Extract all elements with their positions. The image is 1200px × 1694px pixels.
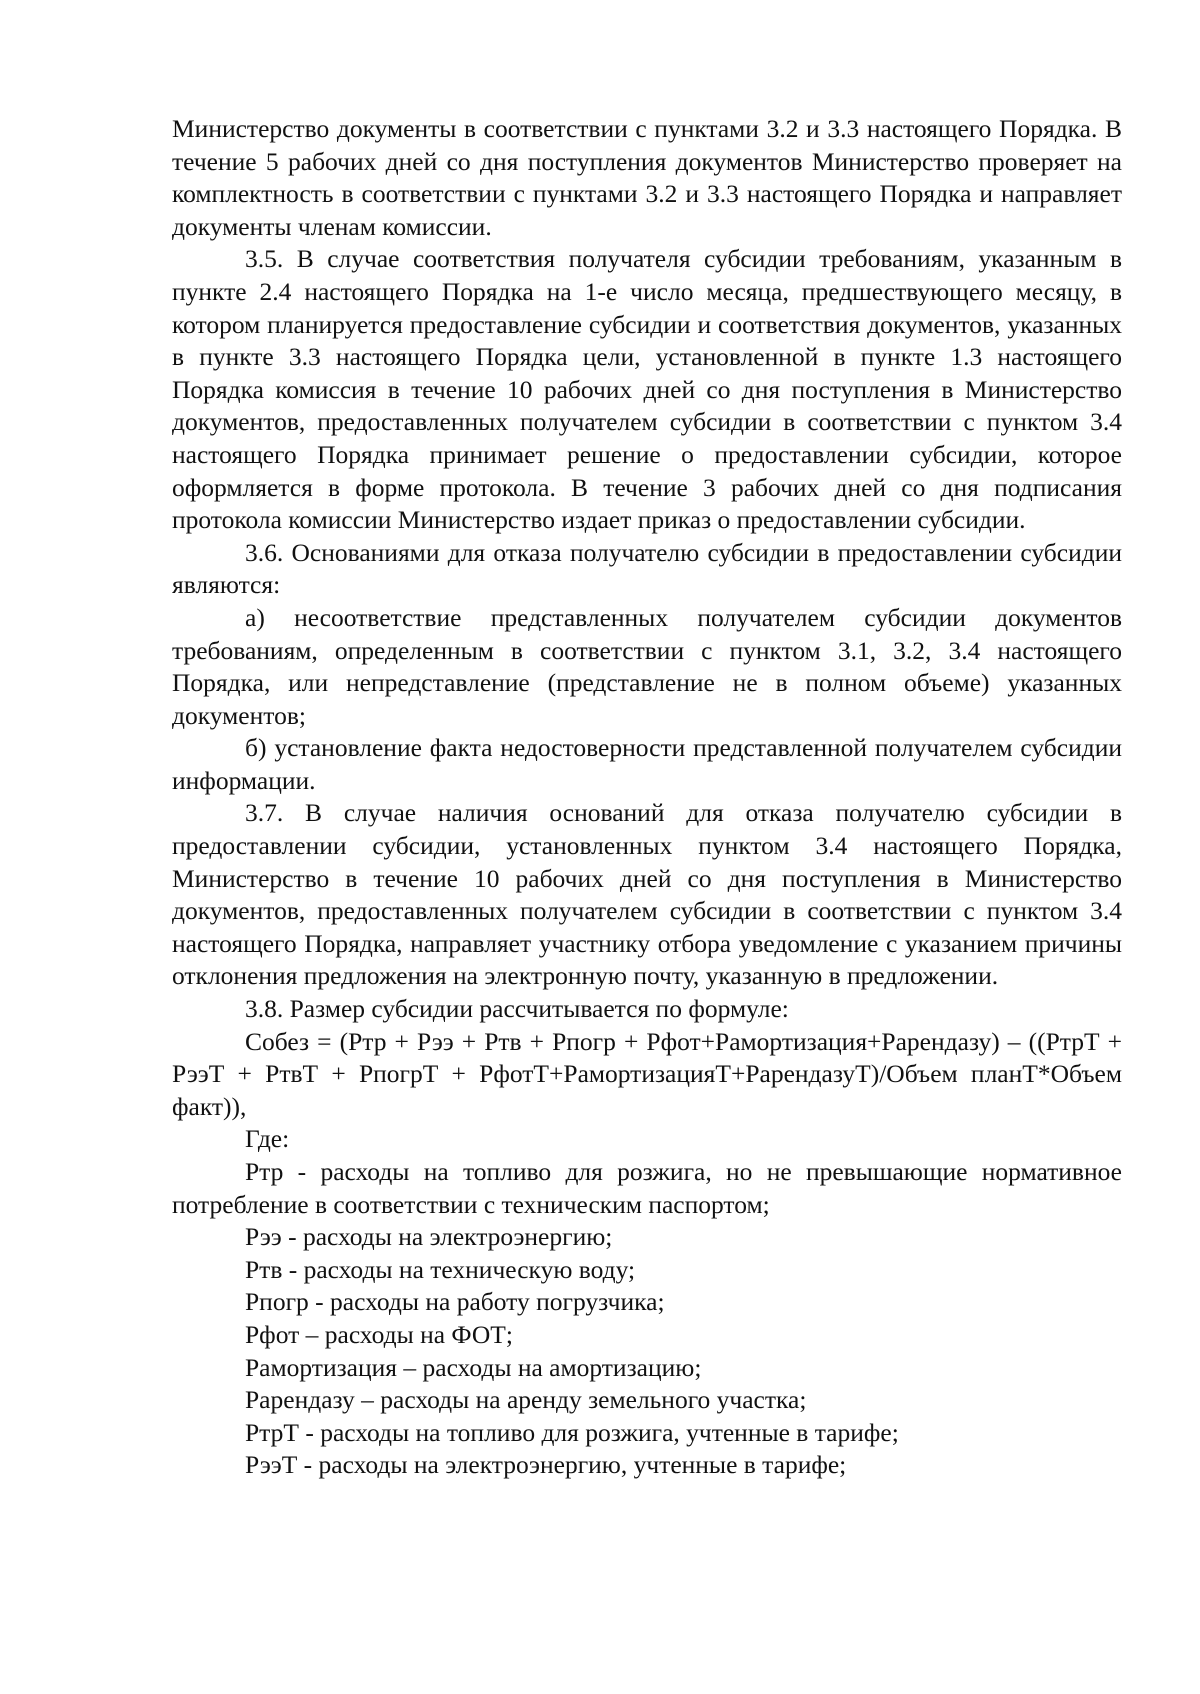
- document-body: [172, 113, 1122, 1482]
- paragraph-continuation: Министерство документы в соответствии с пунктами 3.2 и 3.3 настоящего Порядка. В течение 5 рабочих дней со дня поступления документов Министерство проверяет на комплектность в соответствии с пунктами 3.2 и 3.3 настоящего Порядка и направляет документы членам комиссии.: [172, 114, 1122, 241]
- definition-rtr: Ртр - расходы на топливо для розжига, но не превышающие нормативное потребление в соответствии с техническим паспортом;: [172, 1157, 1122, 1219]
- where-label: Где:: [245, 1124, 290, 1154]
- paragraph-3-6-a: а) несоответствие представленных получателем субсидии документов требованиям, определенным в соответствии с пунктом 3.1, 3.2, 3.4 настоящего Порядка, или непредставление (представление не в полном объеме) указанных документов;: [172, 602, 1122, 730]
- definition-ramortizaciya: Рамортизация – расходы на амортизацию;: [245, 1352, 702, 1382]
- definition-rpogr: Рпогр - расходы на работу погрузчика;: [245, 1287, 665, 1317]
- definition-rarendazu: Рарендазу – расходы на аренду земельного участка;: [245, 1385, 807, 1415]
- definition-reet: РээТ - расходы на электроэнергию, учтенные в тарифе;: [245, 1450, 847, 1480]
- paragraph-3-5: 3.5. В случае соответствия получателя субсидии требованиям, указанным в пункте 2.4 настоящего Порядка на 1-е число месяца, предшествующего месяцу, в котором планируется предоставление субсидии и соответствия документов, указанных в пункте 3.3 настоящего Порядка цели, установленной в пункте 1.3 настоящего Порядка комиссия в течение 10 рабочих дней со дня поступления в Министерство документов, предоставленных получателем субсидии в соответствии с пунктом 3.4 настоящего Порядка принимает решение о предоставлении субсидии, которое оформляется в форме протокола. В течение 3 рабочих дней со дня подписания протокола комиссии Министерство издает приказ о предоставлении субсидии.: [172, 244, 1122, 535]
- definition-rtv: Ртв - расходы на техническую воду;: [245, 1254, 636, 1284]
- paragraph-3-7: 3.7. В случае наличия оснований для отказа получателю субсидии в предоставлении субсидии, установленных пунктом 3.4 настоящего Порядка, Министерство в течение 10 рабочих дней со дня поступления в Министерство документов, предоставленных получателем субсидии в соответствии с пунктом 3.4 настоящего Порядка, направляет участнику отбора уведомление с указанием причины отклонения предложения на электронную почту, указанную в предложении.: [172, 798, 1122, 991]
- paragraph-3-6-b: б) установление факта недостоверности представленной получателем субсидии информации.: [172, 733, 1122, 795]
- formula: Собез = (Ртр + Рээ + Ртв + Рпогр + Рфот+Рамортизация+Рарендазу) – ((РтрТ + РээТ + РтвТ + РпогрТ + РфотТ+РамортизацияТ+РарендазуТ)/Объем планТ*Объем факт)),: [172, 1026, 1122, 1121]
- paragraph-3-6: 3.6. Основаниями для отказа получателю субсидии в предоставлении субсидии являются:: [172, 537, 1122, 600]
- definition-rfot: Рфот – расходы на ФОТ;: [245, 1319, 513, 1349]
- definition-rtrt: РтрТ - расходы на топливо для розжига, учтенные в тарифе;: [245, 1417, 899, 1447]
- paragraph-3-8: 3.8. Размер субсидии рассчитывается по формуле:: [245, 994, 789, 1024]
- definition-ree: Рээ - расходы на электроэнергию;: [245, 1222, 613, 1252]
